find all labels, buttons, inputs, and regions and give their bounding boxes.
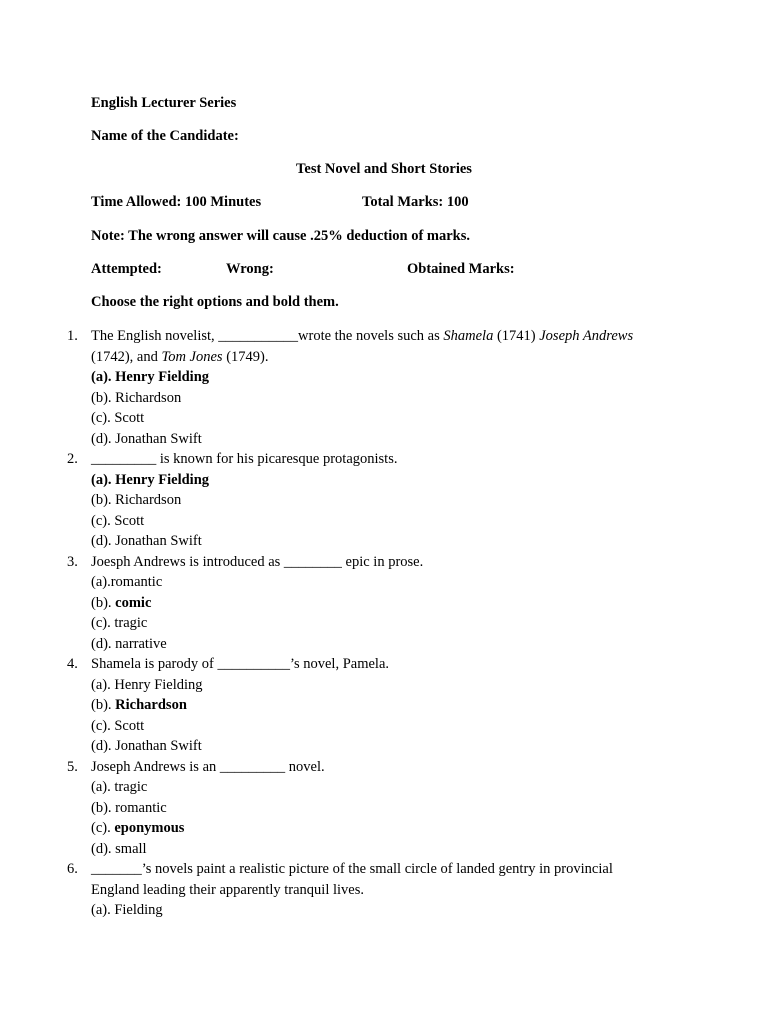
option-c[interactable]: (c). Scott <box>91 512 145 529</box>
question-5 <box>0 757 768 860</box>
option-text: (b). romantic <box>91 799 167 816</box>
total-marks: Total Marks: 100 <box>362 194 469 210</box>
obtained-marks-label: Obtained Marks: <box>407 261 515 277</box>
option-text: (a). tragic <box>91 779 148 795</box>
candidate-name-label: Name of the Candidate: <box>91 128 239 144</box>
option-d[interactable] <box>91 839 147 860</box>
question-number: 2. <box>67 451 78 467</box>
option-d[interactable] <box>91 736 202 757</box>
novel-title-shamela: Shamela <box>443 328 494 344</box>
question-4 <box>0 654 768 757</box>
option-a[interactable]: (a). Henry Fielding <box>91 369 210 385</box>
option-text: (d). Jonathan Swift <box>91 738 202 754</box>
option-d[interactable]: (d). Jonathan Swift <box>91 430 202 447</box>
question-2 <box>0 449 768 552</box>
attempted-label: Attempted: <box>91 261 162 277</box>
option-letter: (c). <box>91 820 115 836</box>
option-text: (a).romantic <box>91 574 163 590</box>
option-letter: (b). <box>91 697 116 713</box>
question-number: 4. <box>67 656 78 672</box>
question-text <box>91 326 633 347</box>
question-text: _______’s novels paint a realistic picture of the small circle of landed gentry in provincial <box>91 861 613 877</box>
question-number: 5. <box>67 758 78 775</box>
option-c[interactable] <box>91 818 184 839</box>
question-text: _________ is known for his picaresque protagonists. <box>91 451 398 467</box>
question-text-part: The English novelist, ___________wrote the novels such as <box>91 328 444 344</box>
option-b[interactable] <box>91 593 151 614</box>
question-text-continued <box>91 347 269 368</box>
option-a[interactable]: (a). Henry Fielding <box>91 471 210 488</box>
question-text-part: (1749). <box>222 348 269 365</box>
option-text: (a). Fielding <box>91 902 163 918</box>
option-a[interactable] <box>91 572 162 593</box>
option-text: (d). small <box>91 840 147 857</box>
question-text: Shamela is parody of __________’s novel, Pamela. <box>91 656 390 672</box>
option-a[interactable] <box>91 777 147 798</box>
question-number: 6. <box>67 861 78 877</box>
series-title: English Lecturer Series <box>91 95 237 111</box>
option-b[interactable] <box>91 695 187 716</box>
option-b[interactable]: (b). Richardson <box>91 389 182 406</box>
question-3 <box>0 552 768 655</box>
question-text: Joseph Andrews is an _________ novel. <box>91 758 325 775</box>
option-a[interactable] <box>91 675 203 696</box>
wrong-label: Wrong: <box>226 261 274 277</box>
question-number: 3. <box>67 553 78 570</box>
question-number: 1. <box>67 328 78 344</box>
question-1 <box>0 326 768 449</box>
option-d[interactable] <box>91 634 167 655</box>
instruction: Choose the right options and bold them. <box>91 294 339 310</box>
option-c[interactable]: (c). Scott <box>91 410 145 426</box>
option-answer-bold: eponymous <box>114 820 185 836</box>
option-c[interactable] <box>91 613 147 634</box>
question-text-part: (1742), and <box>91 348 162 365</box>
novel-title-joseph-andrews: Joseph Andrews <box>539 328 634 344</box>
option-b[interactable]: (b). Richardson <box>91 492 182 508</box>
option-answer-bold: Richardson <box>115 697 187 713</box>
option-letter: (b). <box>91 594 116 611</box>
time-allowed: Time Allowed: 100 Minutes <box>91 194 262 210</box>
option-answer-bold: comic <box>115 594 152 611</box>
question-text: Joesph Andrews is introduced as ________ epic in prose. <box>91 553 424 570</box>
question-text-part: (1741) <box>493 328 540 344</box>
option-text: (a). Henry Fielding <box>91 676 203 693</box>
option-text: (c). tragic <box>91 615 148 631</box>
test-title: Test Novel and Short Stories <box>296 161 472 177</box>
option-d[interactable]: (d). Jonathan Swift <box>91 533 202 549</box>
question-list <box>0 326 768 921</box>
option-c[interactable] <box>91 716 144 737</box>
question-text-continued: England leading their apparently tranquil lives. <box>91 881 365 898</box>
option-text: (c). Scott <box>91 717 145 734</box>
note: Note: The wrong answer will cause .25% deduction of marks. <box>91 228 471 244</box>
novel-title-tom-jones: Tom Jones <box>161 348 223 365</box>
option-a[interactable] <box>91 900 163 921</box>
question-6 <box>0 859 768 921</box>
option-b[interactable] <box>91 798 167 819</box>
option-text: (d). narrative <box>91 635 167 652</box>
